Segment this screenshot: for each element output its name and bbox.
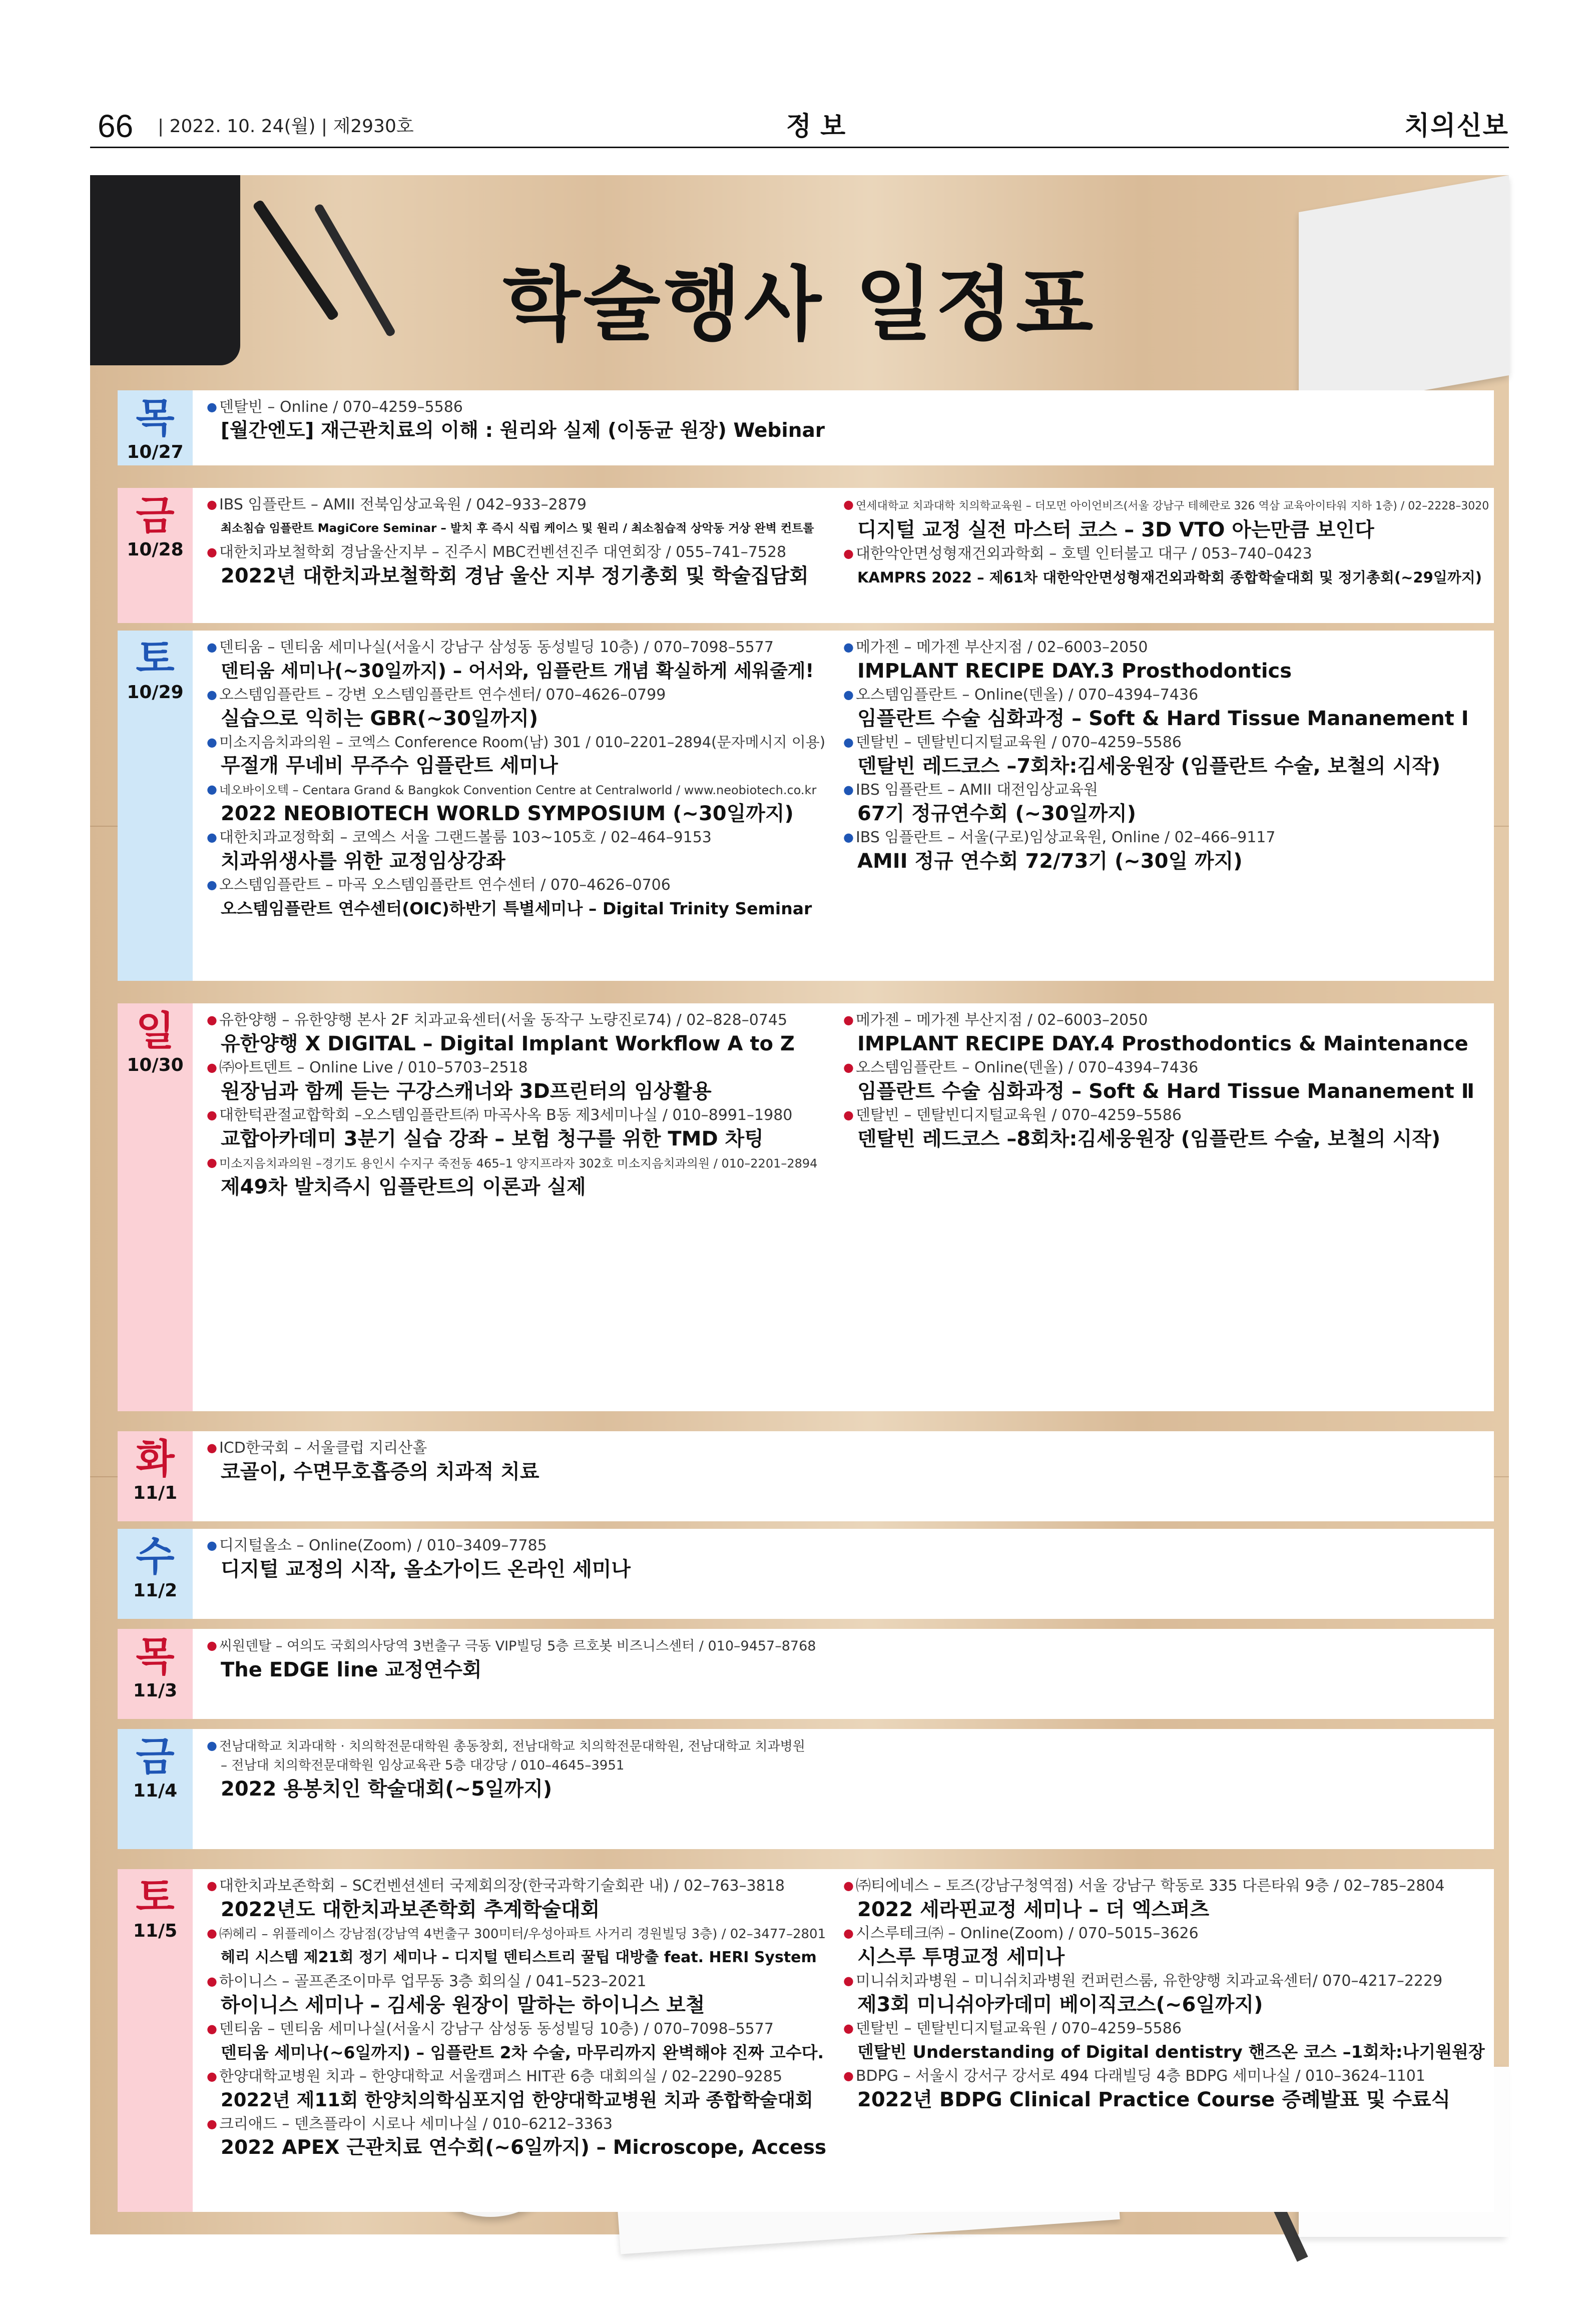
event-title: 2022년도 대한치과보존학회 추계학술대회: [221, 1898, 600, 1921]
event-item: [843, 544, 1494, 592]
event-organizer-info: [207, 780, 827, 800]
day-badge: [118, 1869, 193, 2212]
event-item: [207, 1876, 827, 1924]
event-organizer-info: [207, 1876, 827, 1896]
bullet-icon: ●: [843, 546, 854, 560]
bullet-icon: ●: [843, 1108, 854, 1122]
event-item: [207, 495, 827, 542]
event-title: The EDGE line 교정연수회: [221, 1658, 482, 1681]
events-left-column: [207, 495, 827, 590]
event-item: [843, 638, 1494, 685]
weekday-label: 금: [136, 1733, 175, 1780]
bullet-icon: ●: [207, 1060, 217, 1074]
event-item: [207, 2067, 827, 2114]
weekday-label: 일: [136, 1008, 175, 1054]
weekday-label: 토: [136, 635, 175, 682]
bullet-icon: ●: [207, 1638, 217, 1652]
events-panel: [193, 1431, 1494, 1521]
date-label: 11/4: [133, 1781, 178, 1801]
weekday-label: 목: [136, 395, 175, 441]
event-organizer: ㈜헤리 – 위플레이스 강남점(강남역 4번출구 300미터/우성아파트 사거리 경원빌딩 3층) / 02–3477–2801: [219, 1927, 826, 1942]
event-organizer: 덴탈빈 – 덴탈빈디지털교육원 / 070–4259–5586: [855, 1106, 1182, 1124]
bullet-icon: ●: [843, 1060, 854, 1074]
date-label: 11/2: [133, 1580, 178, 1601]
weekday-label: 토: [136, 1874, 175, 1920]
schedule-row: [118, 1629, 1494, 1719]
event-item: [843, 685, 1494, 733]
event-title: 2022년 제11회 한양치의학심포지엄 한양대학교병원 치과 종합학술대회: [221, 2089, 813, 2111]
page-title: 학술행사 일정표: [502, 258, 1097, 351]
event-organizer: 하이니스 – 골프존조이마루 업무동 3층 회의실 / 041–523–2021: [219, 1973, 647, 1990]
event-organizer-info: [207, 2067, 827, 2086]
event-organizer: 미니쉬치과병원 – 미니쉬치과병원 컨퍼런스룸, 유한양행 치과교육센터/ 070–4217–2229: [855, 1972, 1443, 1990]
event-organizer-info: [843, 2066, 1494, 2086]
event-item: [207, 1010, 827, 1058]
bullet-icon: ●: [843, 1879, 854, 1893]
date-label: 10/28: [127, 539, 184, 560]
event-organizer: ㈜아트덴트 – Online Live / 010–5703–2518: [219, 1059, 528, 1076]
schedule-row: [118, 488, 1494, 623]
bullet-icon: ●: [207, 640, 217, 654]
event-organizer-info: [843, 544, 1494, 563]
event-organizer: 덴탈빈 – Online / 070–4259–5586: [219, 398, 463, 416]
newspaper-logo: 치의신보: [1404, 111, 1509, 141]
event-item: [207, 2114, 827, 2162]
event-organizer-info: [207, 733, 827, 752]
bullet-icon: ●: [207, 1538, 217, 1552]
events-right-column: [843, 1876, 1494, 2114]
bullet-icon: ●: [843, 2021, 854, 2035]
bullet-icon: ●: [207, 878, 217, 892]
bullet-icon: ●: [843, 497, 854, 511]
bullet-icon: ●: [843, 1974, 854, 1988]
event-item: [207, 1058, 827, 1105]
event-organizer-info: [207, 2019, 827, 2039]
event-organizer: 크리애드 – 덴츠플라이 시로나 세미나실 / 010–6212–3363: [219, 2115, 613, 2133]
event-title: 하이니스 세미나 – 김세웅 원장이 말하는 하이니스 보철: [221, 1994, 705, 2017]
event-organizer-info: [843, 780, 1494, 800]
event-item: [207, 685, 827, 733]
event-title: 디지털 교정의 시작, 올소가이드 온라인 세미나: [221, 1558, 631, 1581]
event-organizer: 덴티움 – 덴티움 세미나실(서울시 강남구 삼성동 동성빌딩 10층) / 070–7098–5577: [219, 639, 774, 656]
event-organizer-info: [843, 733, 1494, 752]
event-item: [207, 1636, 827, 1684]
header-rule: [90, 147, 1509, 148]
bullet-icon: ●: [207, 2022, 217, 2036]
event-organizer: 대한턱관절교합학회 –오스템임플란트㈜ 마곡사옥 B동 제3세미나실 / 010–8991–1980: [219, 1106, 793, 1124]
bullet-icon: ●: [843, 1926, 854, 1940]
event-organizer: 메가젠 – 메가젠 부산지점 / 02–6003–2050: [855, 1011, 1148, 1029]
event-organizer-info: [207, 685, 827, 705]
event-organizer-info: [207, 542, 827, 562]
date-label: 10/30: [127, 1055, 184, 1075]
events-left-column: [207, 397, 827, 445]
event-item: [843, 1058, 1494, 1105]
bullet-icon: ●: [843, 640, 854, 654]
events-panel: [193, 488, 1494, 623]
bullet-icon: ●: [207, 735, 217, 749]
weekday-label: 금: [136, 492, 175, 539]
events-left-column: [207, 638, 827, 923]
bullet-icon: ●: [207, 1879, 217, 1893]
event-item: [843, 1105, 1494, 1153]
event-title: 헤리 시스템 제21회 정기 세미나 – 디지털 덴티스트리 꿀팁 대방출 feat. HERI System: [221, 1949, 817, 1966]
event-title: 덴티움 세미나(~6일까지) – 임플란트 2차 수술, 마무리까지 완벽해야 진짜 고수다.: [221, 2043, 824, 2062]
event-organizer-info: [843, 638, 1494, 657]
event-organizer-info: [843, 1971, 1494, 1991]
bullet-icon: ●: [207, 1155, 217, 1170]
event-organizer-info: [207, 1636, 827, 1656]
day-badge: [118, 1729, 193, 1849]
event-organizer: 시스루테크㈜ – Online(Zoom) / 070–5015–3626: [855, 1925, 1199, 1942]
weekday-label: 수: [136, 1533, 175, 1580]
event-organizer: 메가젠 – 메가젠 부산지점 / 02–6003–2050: [855, 639, 1148, 656]
bullet-icon: ●: [843, 1013, 854, 1027]
events-right-column: [843, 638, 1494, 875]
event-organizer: 오스템임플란트 – Online(덴올) / 070–4394–7436: [855, 1059, 1199, 1076]
event-title: 2022 APEX 근관치료 연수회(~6일까지) – Microscope, Access: [221, 2136, 827, 2159]
event-organizer: 디지털올소 – Online(Zoom) / 010–3409–7785: [219, 1537, 547, 1554]
event-title: IMPLANT RECIPE DAY.4 Prosthodontics & Maintenance: [857, 1032, 1468, 1055]
event-title: 제49차 발치즉시 임플란트의 이론과 실제: [221, 1176, 586, 1199]
day-badge: [118, 1003, 193, 1411]
event-title: 2022년 대한치과보철학회 경남 울산 지부 정기총회 및 학술집담회: [221, 564, 809, 588]
event-item: [843, 828, 1494, 875]
event-organizer: 대한악안면성형재건외과학회 – 호텔 인터불고 대구 / 053–740–0423: [855, 545, 1312, 562]
event-item: [843, 1010, 1494, 1058]
event-title: 2022 세라핀교정 세미나 – 더 엑스퍼츠: [857, 1898, 1210, 1921]
event-organizer: 미소지음치과의원 – 코엑스 Conference Room(남) 301 / 010–2201–2894(문자메시지 이용): [219, 734, 826, 751]
event-organizer: ICD한국회 – 서울클럽 지리산홀: [219, 1439, 427, 1457]
date-label: 10/27: [127, 442, 184, 462]
events-panel: [193, 1869, 1494, 2212]
bullet-icon: ●: [207, 2117, 217, 2131]
event-organizer: 한양대학교병원 치과 – 한양대학교 서울캠퍼스 HIT관 6층 대회의실 / 02–2290–9285: [219, 2068, 783, 2085]
event-organizer-info: [207, 1010, 827, 1030]
events-right-column: [843, 495, 1494, 592]
weekday-label: 목: [136, 1633, 175, 1680]
event-title: 67기 정규연수회 (~30일까지): [857, 802, 1137, 825]
event-title: KAMPRS 2022 – 제61차 대한악안면성형재건외과학회 종합학술대회 및 정기총회(~29일까지): [857, 569, 1482, 586]
bullet-icon: ●: [207, 1926, 217, 1940]
bullet-icon: ●: [207, 1441, 217, 1455]
event-organizer: 유한양행 – 유한양행 본사 2F 치과교육센터(서울 동작구 노량진로74) / 02–828–0745: [219, 1011, 788, 1029]
bullet-icon: ●: [207, 1013, 217, 1027]
date-label: 11/3: [133, 1680, 178, 1701]
event-title: 실습으로 익히는 GBR(~30일까지): [221, 707, 539, 730]
event-organizer: IBS 임플란트 – AMII 대전임상교육원: [855, 781, 1098, 799]
event-title: [월간엔도] 재근관치료의 이해 : 원리와 실제 (이동균 원장) Webinar: [221, 419, 825, 442]
event-item: [207, 875, 827, 923]
bullet-icon: ●: [843, 688, 854, 702]
event-item: [207, 638, 827, 685]
event-organizer-info: [207, 1153, 827, 1173]
bullet-icon: ●: [207, 497, 217, 511]
event-organizer-info: [843, 685, 1494, 705]
event-organizer: 미소지음치과의원 –경기도 용인시 수지구 죽전동 465–1 양지프라자 302호 미소지음치과의원 / 010–2201–2894: [219, 1156, 818, 1171]
day-badge: [118, 631, 193, 981]
event-item: [207, 542, 827, 590]
event-title: 덴티움 세미나(~30일까지) – 어서와, 임플란트 개념 확실하게 세워줄게!: [221, 660, 814, 682]
events-left-column: [207, 1636, 827, 1684]
events-left-column: [207, 1438, 827, 1486]
events-panel: [193, 1729, 1494, 1849]
event-organizer: 연세대학교 치과대학 치의학교육원 – 더모먼 아이언비즈(서울 강남구 테헤란로 326 역삼 교육아이타워 지하 1층) / 02–2228–3020: [855, 500, 1489, 512]
event-title: 유한양행 X DIGITAL – Digital Implant Workflow A to Z: [221, 1032, 795, 1055]
event-item: [843, 2019, 1494, 2066]
event-item: [207, 2019, 827, 2067]
event-organizer-info: [843, 1010, 1494, 1030]
events-panel: [193, 1629, 1494, 1719]
event-item: [843, 495, 1494, 544]
event-organizer-info: [207, 1924, 827, 1944]
event-organizer-info: [843, 1105, 1494, 1125]
event-organizer-info: [843, 495, 1494, 516]
events-left-column: [207, 1536, 827, 1583]
event-title: 덴탈빈 레드코스 –8회차:김세웅원장 (임플란트 수술, 보철의 시작): [857, 1127, 1441, 1150]
event-organizer-info: [207, 1438, 827, 1458]
event-item: [207, 733, 827, 780]
event-title: 2022 NEOBIOTECH WORLD SYMPOSIUM (~30일까지): [221, 802, 794, 825]
schedule-row: [118, 1729, 1494, 1849]
event-title: 코골이, 수면무호흡증의 치과적 치료: [221, 1460, 540, 1483]
event-organizer-info: [207, 1972, 827, 1991]
event-title: 2022년 BDPG Clinical Practice Course 증례발표 및 수료식: [857, 2088, 1451, 2111]
event-title: 교합아카데미 3분기 실습 강좌 – 보험 청구를 위한 TMD 차팅: [221, 1127, 764, 1150]
event-title: 덴탈빈 Understanding of Digital dentistry 핸즈온 코스 –1회차:나기원원장: [857, 2042, 1485, 2062]
events-right-column: [843, 1010, 1494, 1153]
event-organizer: 오스템임플란트 – 마곡 오스템임플란트 연수센터 / 070–4626–0706: [219, 876, 671, 894]
schedule-row: [118, 631, 1494, 981]
issue-date: | 2022. 10. 24(월) | 제2930호: [158, 116, 414, 137]
event-organizer: BDPG – 서울시 강서구 강서로 494 다래빌딩 4층 BDPG 세미나실 / 010–3624–1101: [855, 2067, 1425, 2085]
weekday-label: 화: [136, 1436, 175, 1482]
day-badge: [118, 390, 193, 465]
bullet-icon: ●: [207, 830, 217, 844]
event-organizer: 대한치과보철학회 경남울산지부 – 진주시 MBC컨벤션진주 대연회장 / 055–741–7528: [219, 543, 787, 561]
event-organizer: 전남대학교 치과대학 · 치의학전문대학원 총동창회, 전남대학교 치의학전문대학원, 전남대학교 치과병원: [219, 1739, 805, 1754]
date-label: 11/5: [133, 1921, 178, 1941]
event-organizer: 네오바이오텍 – Centara Grand & Bangkok Convention Centre at Centralworld / www.neobiotech.co.kr: [219, 783, 817, 797]
schedule-row: [118, 1431, 1494, 1521]
event-address: – 전남대 치의학전문대학원 임상교육관 5층 대강당 / 010–4645–3951: [221, 1758, 625, 1773]
event-organizer: 덴탈빈 – 덴탈빈디지털교육원 / 070–4259–5586: [855, 734, 1182, 751]
day-badge: [118, 1431, 193, 1521]
event-organizer: ㈜티에네스 – 토즈(강남구청역점) 서울 강남구 학동로 335 다른타워 9층 / 02–785–2804: [855, 1877, 1445, 1895]
bullet-icon: ●: [207, 688, 217, 702]
schedule-row: [118, 1869, 1494, 2212]
event-title: 임플란트 수술 심화과정 – Soft & Hard Tissue Mananement Ⅰ: [857, 707, 1469, 730]
page-header: [90, 108, 1509, 145]
event-title: 제3회 미니쉬아카데미 베이직코스(~6일까지): [857, 1993, 1263, 2016]
event-item: [207, 1972, 827, 2019]
event-organizer-info: [207, 1105, 827, 1125]
page-number: 66: [98, 108, 134, 144]
event-title: 2022 용봉치인 학술대회(~5일까지): [221, 1778, 553, 1801]
bullet-icon: ●: [843, 830, 854, 844]
event-organizer: IBS 임플란트 – 서울(구로)임상교육원, Online / 02–466–9117: [855, 829, 1276, 846]
bullet-icon: ●: [207, 400, 217, 414]
bullet-icon: ●: [207, 1108, 217, 1122]
event-title: IMPLANT RECIPE DAY.3 Prosthodontics: [857, 660, 1292, 683]
event-item: [843, 780, 1494, 828]
event-item: [207, 1438, 827, 1486]
event-item: [843, 733, 1494, 780]
events-left-column: [207, 1010, 827, 1201]
event-item: [843, 1876, 1494, 1924]
event-organizer: 대한치과교정학회 – 코엑스 서울 그랜드볼룸 103~105호 / 02–464–9153: [219, 829, 712, 846]
event-title: 원장님과 함께 듣는 구강스캐너와 3D프린터의 임상활용: [221, 1080, 712, 1103]
event-organizer-info: [207, 397, 827, 417]
bullet-icon: ●: [207, 782, 217, 796]
event-item: [207, 1736, 827, 1803]
events-panel: [193, 390, 1494, 465]
events-left-column: [207, 1736, 827, 1803]
date-label: 10/29: [127, 682, 184, 703]
event-item: [207, 1924, 827, 1972]
event-organizer: 대한치과보존학회 – SC컨벤션센터 국제회의장(한국과학기술회관 내) / 02–763–3818: [219, 1877, 785, 1895]
event-organizer: 덴티움 – 덴티움 세미나실(서울시 강남구 삼성동 동성빌딩 10층) / 070–7098–5577: [219, 2020, 774, 2038]
events-panel: [193, 1003, 1494, 1411]
schedule-row: [118, 390, 1494, 465]
event-title: 임플란트 수술 심화과정 – Soft & Hard Tissue Mananement Ⅱ: [857, 1080, 1475, 1103]
event-title: 오스템임플란트 연수센터(OIC)하반기 특별세미나 – Digital Trinity Seminar: [221, 899, 812, 918]
event-organizer: 오스템임플란트 – 강변 오스템임플란트 연수센터/ 070–4626–0799: [219, 686, 666, 704]
day-badge: [118, 488, 193, 623]
event-title: 디지털 교정 실전 마스터 코스 – 3D VTO 아는만큼 보인다: [857, 518, 1374, 541]
event-item: [207, 828, 827, 875]
bullet-icon: ●: [207, 1738, 217, 1753]
event-organizer-info: [207, 1536, 827, 1555]
event-organizer: IBS 임플란트 – AMII 전북임상교육원 / 042–933–2879: [219, 496, 587, 513]
event-organizer-info: [207, 638, 827, 657]
event-organizer-info: [843, 2019, 1494, 2038]
event-organizer: 오스템임플란트 – Online(덴올) / 070–4394–7436: [855, 686, 1199, 704]
event-organizer-info: [207, 875, 827, 895]
bullet-icon: ●: [207, 545, 217, 559]
event-organizer-info: [207, 828, 827, 847]
event-organizer-info: [207, 495, 827, 514]
day-badge: [118, 1629, 193, 1719]
events-left-column: [207, 1876, 827, 2162]
event-organizer: 덴탈빈 – 덴탈빈디지털교육원 / 070–4259–5586: [855, 2020, 1182, 2037]
event-item: [207, 1536, 827, 1583]
event-item: [843, 1924, 1494, 1971]
event-item: [207, 1153, 827, 1201]
section-title: 정 보: [786, 111, 846, 142]
event-organizer-info: [207, 2114, 827, 2134]
events-panel: [193, 1529, 1494, 1619]
event-item: [207, 1105, 827, 1153]
event-organizer-info: [843, 1876, 1494, 1896]
schedule-row: [118, 1529, 1494, 1619]
event-title: 시스루 투명교정 세미나: [857, 1946, 1065, 1969]
day-badge: [118, 1529, 193, 1619]
event-organizer: 씨원덴탈 – 여의도 국회의사당역 3번출구 극동 VIP빌딩 5층 르호봇 비즈니스센터 / 010–9457–8768: [219, 1638, 816, 1654]
event-organizer-info: [843, 1058, 1494, 1077]
event-title: AMII 정규 연수회 72/73기 (~30일 까지): [857, 850, 1243, 873]
event-item: [843, 2066, 1494, 2114]
event-title: 치과위생사를 위한 교정임상강좌: [221, 850, 505, 873]
event-item: [207, 780, 827, 828]
bullet-icon: ●: [207, 1974, 217, 1988]
bullet-icon: ●: [843, 2069, 854, 2083]
event-title: 최소침습 임플란트 MagiCore Seminar – 발치 후 즉시 식립 케이스 및 원리 / 최소침습적 상악동 거상 완벽 컨트롤: [221, 522, 814, 535]
date-label: 11/1: [133, 1483, 178, 1503]
event-title: 덴탈빈 레드코스 –7회차:김세웅원장 (임플란트 수술, 보철의 시작): [857, 755, 1441, 778]
event-item: [843, 1971, 1494, 2019]
bullet-icon: ●: [207, 2069, 217, 2083]
events-panel: [193, 631, 1494, 981]
event-item: [207, 397, 827, 445]
bullet-icon: ●: [843, 735, 854, 749]
schedule-row: [118, 1003, 1494, 1411]
bullet-icon: ●: [843, 783, 854, 797]
schedule-board: [90, 175, 1509, 2234]
event-organizer-info: [843, 828, 1494, 847]
event-organizer-info: [207, 1058, 827, 1077]
event-title: 무절개 무네비 무주수 임플란트 세미나: [221, 754, 558, 777]
event-organizer-info: [843, 1924, 1494, 1943]
event-organizer-info: [207, 1736, 827, 1775]
